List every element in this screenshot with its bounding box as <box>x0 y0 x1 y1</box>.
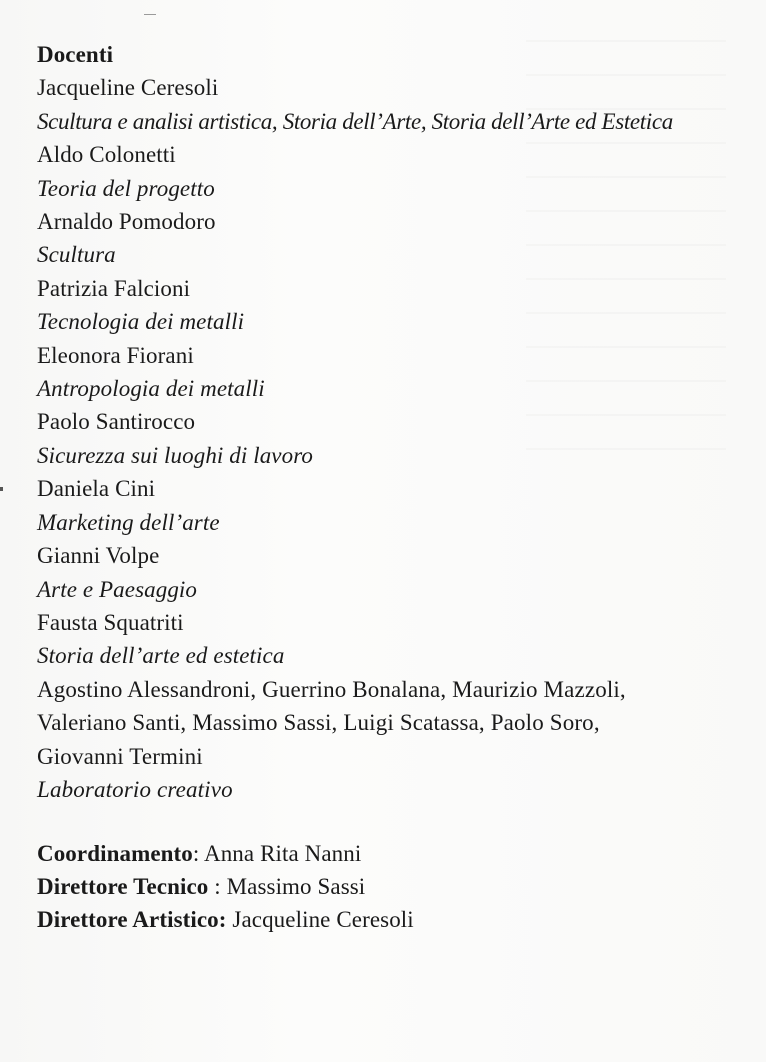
lab-group-names-line: Agostino Alessandroni, Guerrino Bonalana, Maurizio Mazzoli, <box>37 676 626 702</box>
credit-value: Anna Rita Nanni <box>204 841 362 866</box>
faculty-name: Eleonora Fiorani <box>37 342 194 368</box>
credit-label: Direttore Artistico: <box>37 907 227 932</box>
faculty-subject: Tecnologia dei metalli <box>37 309 245 335</box>
faculty-subject: Storia dell’arte ed estetica <box>37 643 285 669</box>
credit-value: Jacqueline Ceresoli <box>232 907 414 932</box>
faculty-name: Gianni Volpe <box>37 543 160 569</box>
faculty-name: Daniela Cini <box>37 476 156 502</box>
credit-separator: : <box>192 841 204 866</box>
credit-coordination <box>37 837 737 870</box>
faculty-name: Fausta Squatriti <box>37 609 184 635</box>
faculty-subject: Scultura e analisi artistica, Storia dell’Arte, Storia dell’Arte ed Estetica <box>37 108 673 134</box>
credit-artistic-director <box>37 903 737 936</box>
credit-separator: : <box>208 874 227 899</box>
faculty-subject: Antropologia dei metalli <box>37 376 265 402</box>
credit-label: Coordinamento <box>37 841 193 866</box>
lab-group-subject: Laboratorio creativo <box>37 776 233 802</box>
faculty-subject: Teoria del progetto <box>37 175 215 201</box>
credit-technical-director <box>37 870 737 903</box>
faculty-name: Jacqueline Ceresoli <box>37 75 219 101</box>
lab-group-names-line: Valeriano Santi, Massimo Sassi, Luigi Scatassa, Paolo Soro, <box>37 710 600 736</box>
faculty-subject: Marketing dell’arte <box>37 509 220 535</box>
faculty-section <box>37 38 752 806</box>
faculty-name: Patrizia Falcioni <box>37 275 191 301</box>
faculty-name: Aldo Colonetti <box>37 142 176 168</box>
faculty-name: Paolo Santirocco <box>37 409 196 435</box>
lab-group <box>37 673 752 807</box>
lab-group-names-line: Giovanni Termini <box>37 743 203 769</box>
faculty-subject: Scultura <box>37 242 116 268</box>
scan-mark <box>144 14 156 15</box>
faculty-name: Arnaldo Pomodoro <box>37 209 216 235</box>
credit-label: Direttore Tecnico <box>37 874 209 899</box>
credits-section <box>37 837 737 936</box>
faculty-subject: Arte e Paesaggio <box>37 576 198 602</box>
scan-mark <box>0 487 3 491</box>
credit-value: Massimo Sassi <box>226 874 366 899</box>
faculty-subject: Sicurezza sui luoghi di lavoro <box>37 442 314 468</box>
section-heading: Docenti <box>37 42 114 67</box>
